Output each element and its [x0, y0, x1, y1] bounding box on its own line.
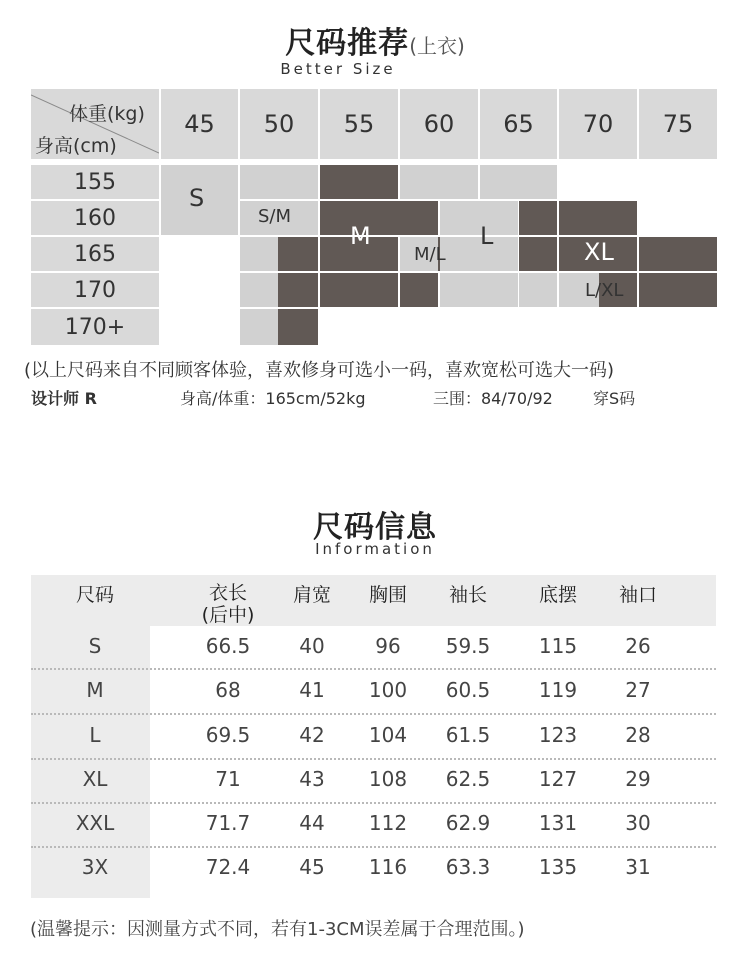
designer-measurements: 三围：84/70/92 [433, 389, 553, 408]
weight-header: 体重(kg) [69, 103, 145, 125]
cell-hem: 131 [538, 811, 578, 835]
zone-cell [639, 273, 717, 307]
cell-shoulder: 43 [299, 767, 325, 791]
weight-col-75: 75 [639, 89, 717, 159]
cell-size: XL [82, 767, 108, 791]
recommend-title-suffix: (上衣) [409, 34, 465, 58]
height-row-170: 170 [31, 273, 159, 307]
zone-cell [278, 273, 318, 307]
zone-cell [639, 237, 717, 271]
cell-sleeve: 62.5 [445, 767, 491, 791]
size-label-m: M [350, 222, 371, 250]
cell-size: XXL [75, 811, 115, 835]
zone-cell [519, 237, 557, 271]
recommend-title: 尺码推荐 [285, 26, 410, 61]
row-divider [31, 846, 716, 848]
cell-bust: 96 [375, 634, 401, 658]
designer-size: 穿S码 [593, 389, 636, 408]
zone-cell [440, 273, 518, 307]
zone-cell [240, 237, 278, 271]
row-divider [31, 802, 716, 804]
col-header-size: 尺码 [75, 584, 114, 606]
weight-col-70: 70 [559, 89, 637, 159]
size-label-l: L [480, 222, 494, 250]
cell-hem: 119 [538, 678, 578, 702]
cell-cuff: 31 [625, 855, 651, 879]
row-divider [31, 713, 716, 715]
zone-cell [440, 201, 518, 235]
weight-col-60: 60 [400, 89, 478, 159]
weight-col-65: 65 [480, 89, 557, 159]
row-divider [31, 758, 716, 760]
height-row-160: 160 [31, 201, 159, 235]
size-l-block [440, 237, 518, 271]
cell-shoulder: 40 [299, 634, 325, 658]
designer-height-weight: 身高/体重：165cm/52kg [180, 389, 366, 408]
cell-shoulder: 45 [299, 855, 325, 879]
size-m-block [320, 201, 438, 235]
info-title: 尺码信息 [313, 510, 437, 545]
height-row-165: 165 [31, 237, 159, 271]
zone-cell [320, 165, 398, 199]
cell-sleeve: 60.5 [445, 678, 491, 702]
cell-bust: 100 [368, 678, 408, 702]
zone-cell [278, 237, 318, 271]
cell-hem: 123 [538, 723, 578, 747]
zone-cell [480, 165, 557, 199]
row-divider [31, 668, 716, 670]
recommend-subtitle: Better Size [280, 60, 396, 78]
zone-cell [278, 309, 318, 345]
table-row [0, 634, 750, 664]
cell-size: 3X [81, 855, 109, 879]
table-row [0, 811, 750, 841]
weight-col-50: 50 [240, 89, 318, 159]
col-header-length: 衣长 [208, 582, 247, 604]
col-header-cuff: 袖口 [618, 584, 657, 606]
cell-length: 66.5 [205, 634, 251, 658]
cell-length: 68 [215, 678, 241, 702]
zone-cell [240, 273, 278, 307]
weight-col-45: 45 [161, 89, 238, 159]
col-header-bust: 胸围 [368, 584, 407, 606]
cell-size: L [89, 723, 101, 747]
cell-hem: 135 [538, 855, 578, 879]
cell-hem: 115 [538, 634, 578, 658]
cell-length: 69.5 [205, 723, 251, 747]
col-header-hem: 底摆 [538, 584, 577, 606]
cell-cuff: 28 [625, 723, 651, 747]
size-label-ml: M/L [414, 244, 446, 265]
cell-sleeve: 61.5 [445, 723, 491, 747]
info-subtitle: Information [315, 540, 435, 558]
table-row [0, 855, 750, 885]
height-header: 身高(cm) [35, 135, 117, 157]
corner-header [31, 89, 159, 159]
cell-length: 72.4 [205, 855, 251, 879]
cell-shoulder: 42 [299, 723, 325, 747]
table-row [0, 678, 750, 708]
cell-bust: 104 [368, 723, 408, 747]
col-header-shoulder: 肩宽 [292, 584, 331, 606]
cell-cuff: 26 [625, 634, 651, 658]
zone-cell [519, 273, 557, 307]
cell-cuff: 27 [625, 678, 651, 702]
weight-col-55: 55 [320, 89, 398, 159]
cell-length: 71 [215, 767, 241, 791]
cell-length: 71.7 [205, 811, 251, 835]
height-row-170plus: 170+ [31, 309, 159, 345]
size-label-xl: XL [584, 238, 614, 266]
cell-cuff: 29 [625, 767, 651, 791]
size-label-sm: S/M [258, 206, 292, 227]
cell-shoulder: 44 [299, 811, 325, 835]
cell-bust: 112 [368, 811, 408, 835]
table-row [0, 723, 750, 753]
zone-cell [400, 273, 438, 307]
zone-cell [519, 201, 557, 235]
table-row [0, 767, 750, 797]
size-label-lxl: L/XL [585, 280, 624, 301]
cell-sleeve: 59.5 [445, 634, 491, 658]
zone-cell [240, 309, 278, 345]
cell-shoulder: 41 [299, 678, 325, 702]
cell-sleeve: 62.9 [445, 811, 491, 835]
cell-bust: 116 [368, 855, 408, 879]
cell-size: M [86, 678, 104, 702]
cell-hem: 127 [538, 767, 578, 791]
measurement-tip: (温馨提示：因测量方式不同，若有1-3CM误差属于合理范围。) [30, 919, 525, 940]
zone-cell [559, 201, 637, 235]
designer-name: 设计师 R [31, 389, 97, 408]
size-label-s: S [189, 184, 205, 212]
cell-bust: 108 [368, 767, 408, 791]
col-header-sleeve: 袖长 [448, 584, 487, 606]
zone-cell [400, 165, 478, 199]
cell-size: S [88, 634, 102, 658]
cell-sleeve: 63.3 [445, 855, 491, 879]
recommend-note: (以上尺码来自不同顾客体验，喜欢修身可选小一码，喜欢宽松可选大一码) [24, 360, 615, 381]
cell-cuff: 30 [625, 811, 651, 835]
height-row-155: 155 [31, 165, 159, 199]
zone-cell [240, 165, 318, 199]
zone-cell [320, 273, 398, 307]
recommend-title-block [0, 18, 750, 62]
col-header-length-note: (后中) [201, 604, 255, 626]
